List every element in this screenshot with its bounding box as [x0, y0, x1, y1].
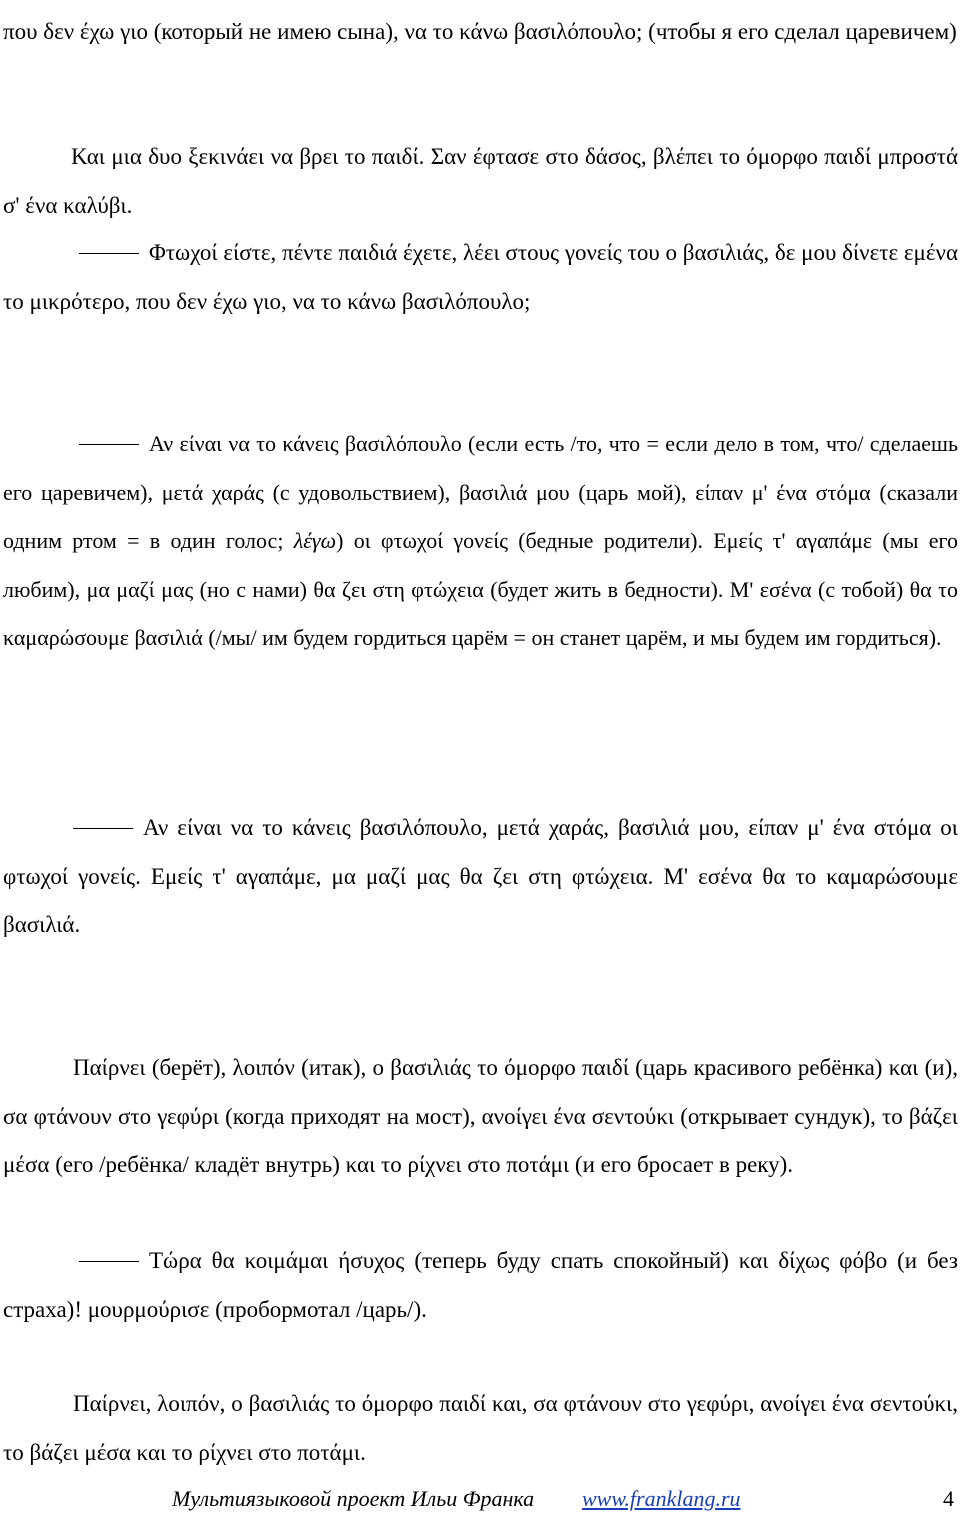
- page-number: 4: [943, 1486, 954, 1511]
- paragraph-6: [3, 1044, 958, 1190]
- dialogue-paragraph-4-text: Τώρα θα κοιμάμαι ήσυχος (теперь буду спать спокойный) και δίχως φόβο (и без страха)! μουρμούρισε (пробормотал /царь/).: [3, 1248, 958, 1322]
- dialogue-paragraph-3: [3, 804, 958, 950]
- dialogue-paragraph-2-text-b: ) οι φτωχοί γονείς (бедные родители). Εμείς τ' αγαπάμε (мы его любим), μα μαζί μας (но с нами) θα ζει στη φτώχεια (будет жить в бедности). Μ' εσένα (с тобой) θα το καμαρώσουμε βασιλιά (/мы/ им будем гордиться царём = он станет царём, и мы будем им гордиться).: [3, 528, 958, 650]
- paragraph-8: [3, 1380, 958, 1477]
- paragraph-6-text: Παίρνει (берёт), λοιπόν (итак), ο βασιλιάς το όμορφο παιδί (царь красивого ребёнка) και (и), σα φτάνουν στο γεφύρι (когда приходят на мост), ανοίγει ένα σεντούκι (открывает сундук), το βάζει μέσα (его /ребёнка/ кладёт внутрь) και το ρίχνει στο ποτάμι (и его бросает в реку).: [3, 1055, 958, 1177]
- dialogue-dash: [79, 1261, 139, 1262]
- dialogue-dash: [79, 444, 139, 445]
- page-footer: [0, 1486, 960, 1514]
- dialogue-paragraph-2-text-a: Αν είναι να το κάνεις βασιλόπουλο (если есть /то, что = если дело в том, что/ сделаешь его царевичем), μετά χαράς (с удовольствием), βασιλιά μου (царь мой), είπαν μ' ένα στόμα (сказали одним ртом = в один голос;: [3, 431, 958, 553]
- dialogue-paragraph-1: [3, 229, 958, 326]
- dialogue-dash: [73, 828, 133, 829]
- dialogue-paragraph-2-italic-word: λέγω: [293, 528, 337, 553]
- paragraph-2: [3, 133, 958, 230]
- dialogue-paragraph-2: [3, 420, 958, 663]
- paragraph-1: [3, 8, 958, 57]
- dialogue-paragraph-1-text: Φτωχοί είστε, πέντε παιδιά έχετε, λέει στους γονείς του ο βασιλιάς, δε μου δίνετε εμένα το μικρότερο, που δεν έχω γιο, να το κάνω βασιλόπουλο;: [3, 240, 958, 314]
- paragraph-1-text: που δεν έχω γιο (который не имею сына), να το κάνω βασιλόπουλο; (чтобы я его сделал царевичем): [3, 19, 957, 44]
- dialogue-paragraph-4: [3, 1237, 958, 1334]
- dialogue-dash: [79, 253, 139, 254]
- dialogue-paragraph-3-text: Αν είναι να το κάνεις βασιλόπουλο, μετά χαράς, βασιλιά μου, είπαν μ' ένα στόμα οι φτωχοί γονείς. Εμείς τ' αγαπάμε, μα μαζί μας θα ζει στη φτώχεια. Μ' εσένα θα το καμαρώσουμε βασιλιά.: [3, 815, 958, 937]
- footer-project-name: Мультиязыковой проект Ильи Франка: [172, 1486, 535, 1511]
- paragraph-2-text: Και μια δυο ξεκινάει να βρει το παιδί. Σαν έφτασε στο δάσος, βλέπει το όμορφο παιδί μπροστά σ' ένα καλύβι.: [3, 144, 958, 218]
- paragraph-8-text: Παίρνει, λοιπόν, ο βασιλιάς το όμορφο παιδί και, σα φτάνουν στο γεφύρι, ανοίγει ένα σεντούκι, το βάζει μέσα και το ρίχνει στο ποτάμι.: [3, 1391, 958, 1465]
- footer-website-link[interactable]: www.franklang.ru: [582, 1486, 741, 1511]
